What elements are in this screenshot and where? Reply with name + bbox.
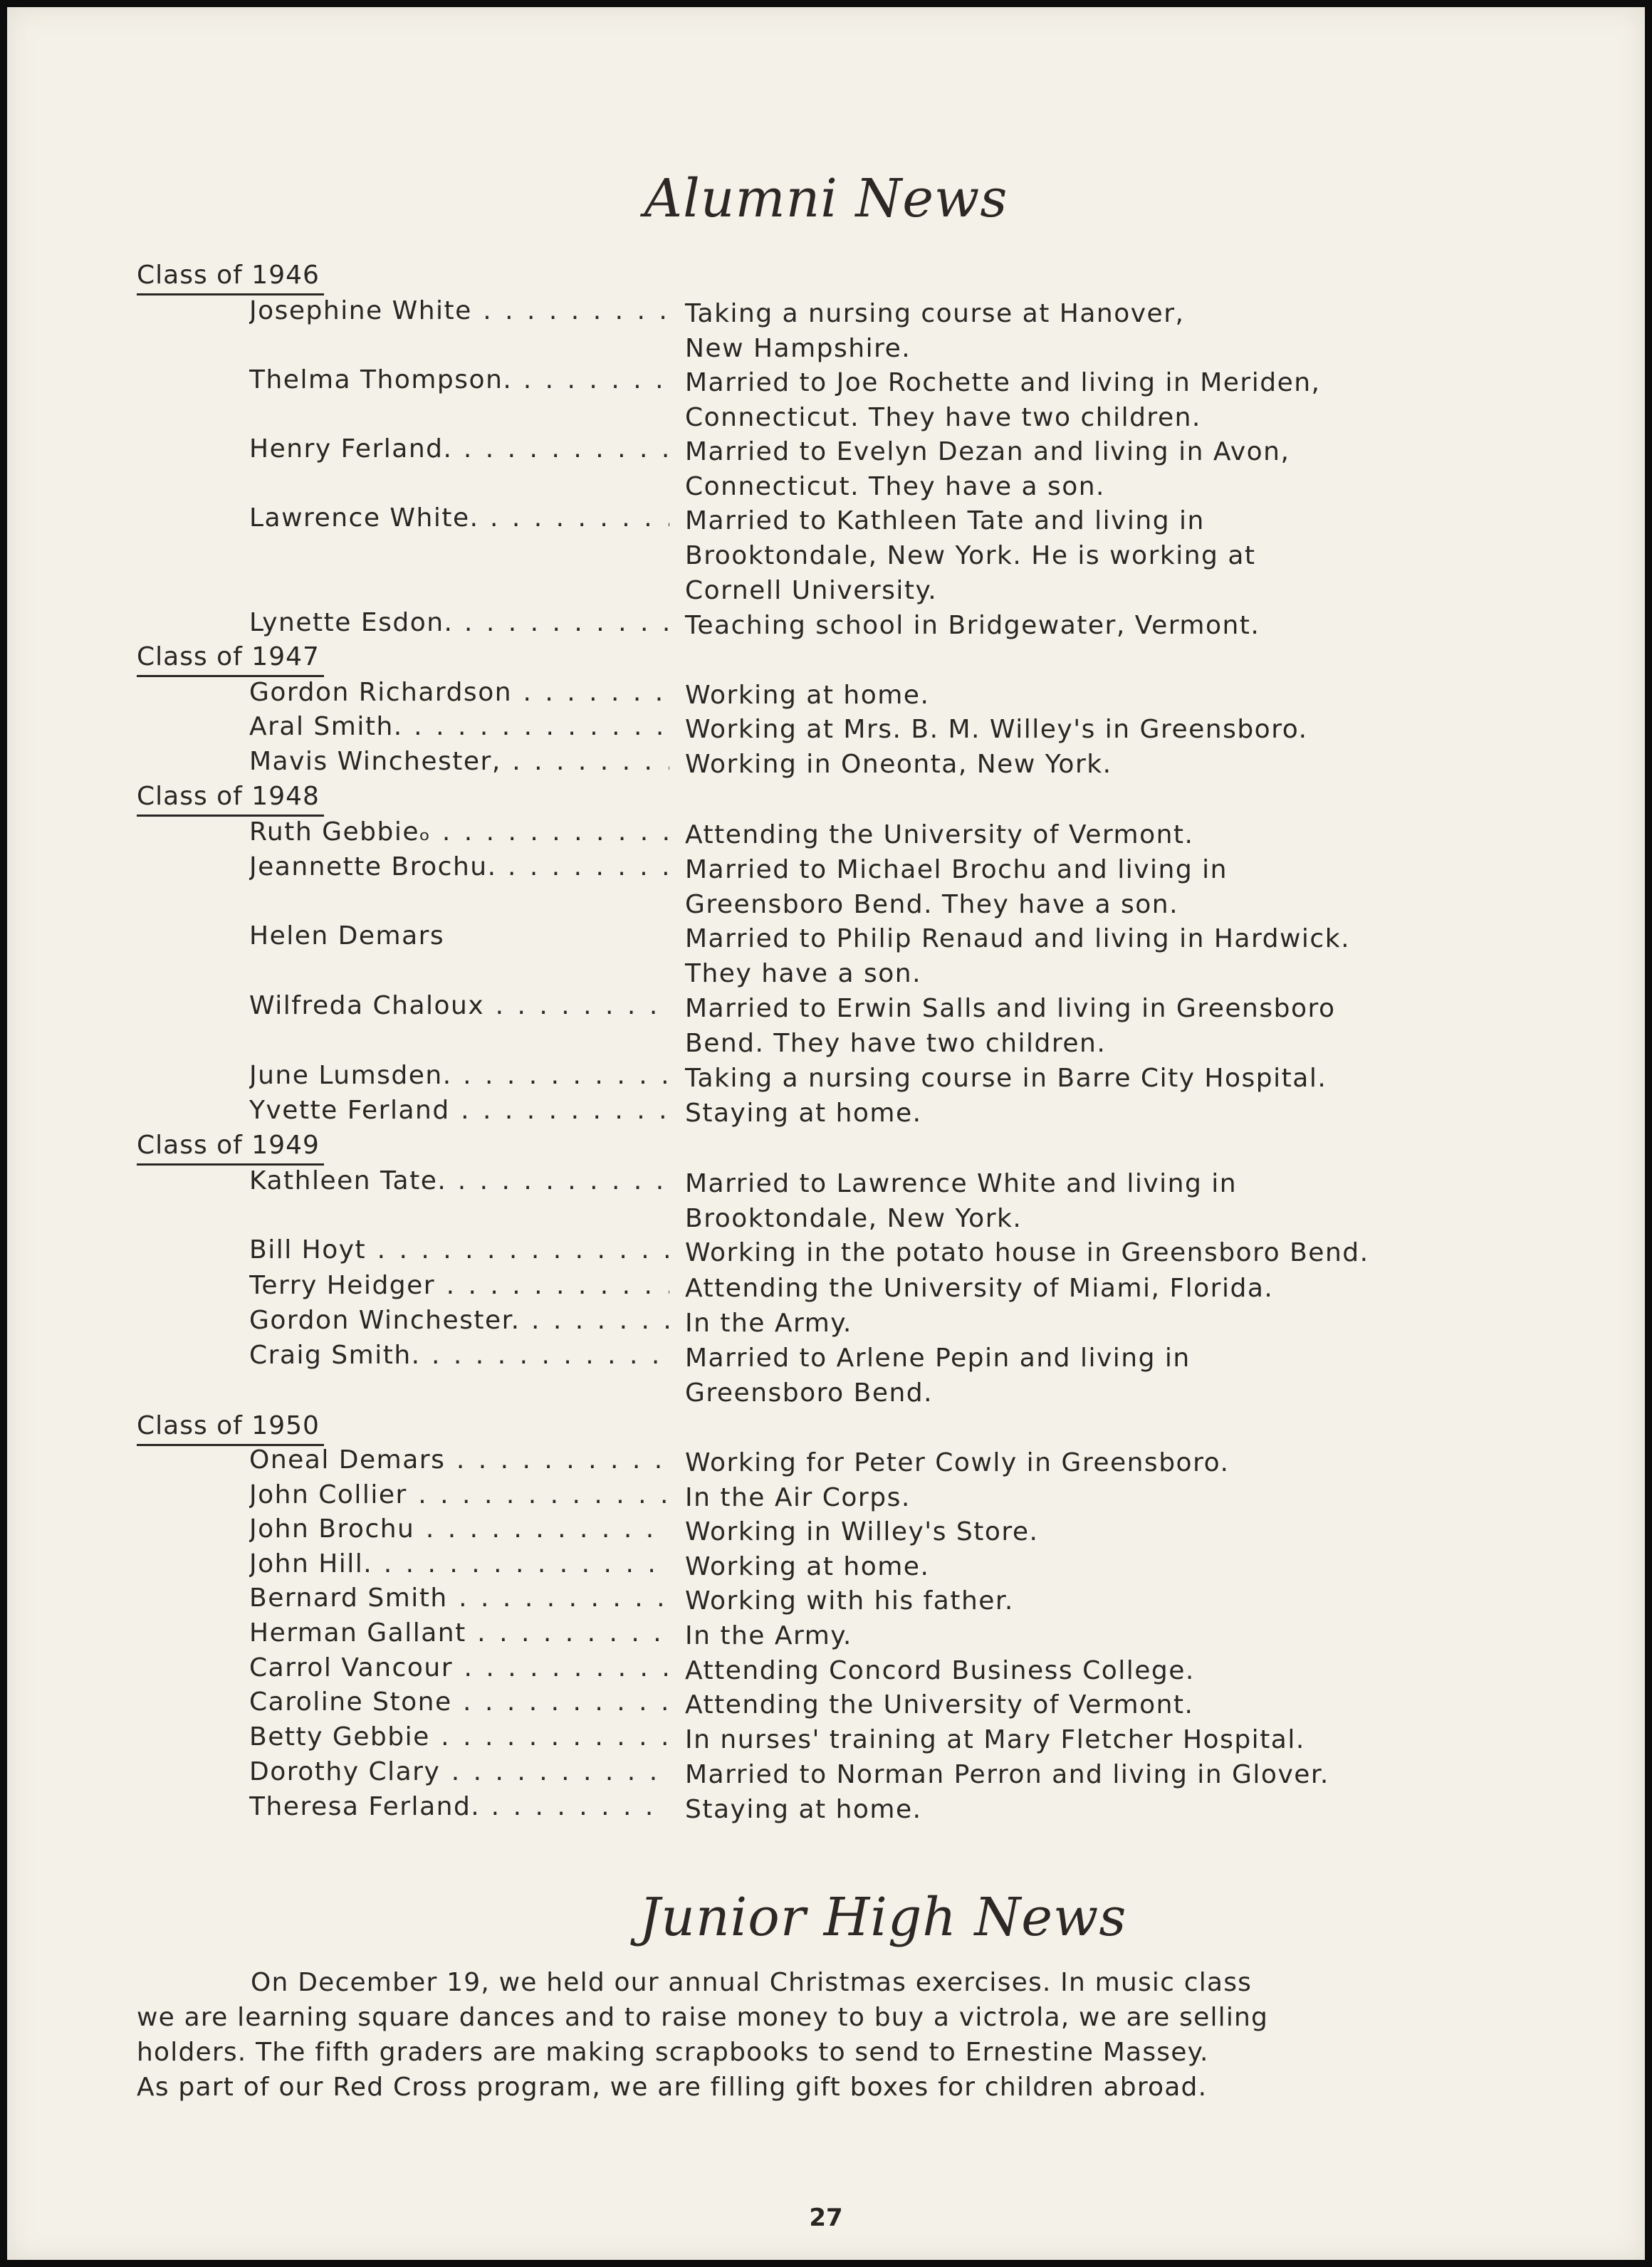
alumni-status <box>685 747 1454 782</box>
status-line: Working at home. <box>685 1552 930 1581</box>
alumni-name: Bernard Smith . . . <box>249 1583 669 1613</box>
alumni-status <box>685 1549 1454 1584</box>
alumni-name: John Brochu . . . <box>249 1514 669 1544</box>
status-line: Working with his father. <box>685 1586 1014 1616</box>
alumni-name: Theresa Ferland. . . . <box>249 1792 669 1821</box>
status-line: Greensboro Bend. <box>685 1378 934 1408</box>
status-line: Married to Arlene Pepin and living in <box>685 1344 1191 1373</box>
alumni-name: Terry Heidger . . . <box>249 1271 669 1300</box>
alumni-name: Kathleen Tate. . . . <box>249 1166 669 1195</box>
alumni-status <box>685 921 1454 991</box>
alumni-name: Herman Gallant . . . <box>249 1618 669 1648</box>
junior-high-paragraph <box>137 1965 1440 2105</box>
alumni-status <box>685 1583 1454 1618</box>
status-line: Greensboro Bend. They have a son. <box>685 890 1179 919</box>
alumni-name: Craig Smith. . . . <box>249 1341 669 1370</box>
class-heading: Class of 1946 <box>137 261 320 290</box>
alumni-status <box>685 852 1454 922</box>
alumni-name: Bill Hoyt . . . <box>249 1235 669 1265</box>
alumni-name: Dorothy Clary . . . <box>249 1757 669 1786</box>
alumni-name: Caroline Stone . . . <box>249 1687 669 1717</box>
alumni-status <box>685 712 1454 747</box>
alumni-status <box>685 503 1454 608</box>
alumni-status <box>685 296 1454 366</box>
alumni-name: Lawrence White. . . . <box>249 503 669 533</box>
status-line: Bend. They have two children. <box>685 1029 1107 1058</box>
alumni-name: Helen Demars <box>249 921 445 951</box>
alumni-status <box>685 434 1454 504</box>
alumni-status <box>685 1514 1454 1549</box>
status-line: Married to Lawrence White and living in <box>685 1169 1238 1198</box>
status-line: Cornell University. <box>685 576 938 605</box>
alumni-status <box>685 991 1454 1061</box>
status-line: Working for Peter Cowly in Greensboro. <box>685 1448 1230 1477</box>
status-line: Attending the University of Vermont. <box>685 820 1194 849</box>
status-line: Working at Mrs. B. M. Willey's in Greensboro. <box>685 715 1308 744</box>
status-line: In the Army. <box>685 1309 852 1338</box>
status-line: Married to Joe Rochette and living in Meriden, <box>685 368 1321 397</box>
alumni-status <box>685 1341 1454 1410</box>
class-heading: Class of 1949 <box>137 1131 320 1160</box>
status-line: Working in the potato house in Greensboro Bend. <box>685 1238 1369 1267</box>
alumni-status <box>685 365 1454 435</box>
alumni-name: Wilfreda Chaloux . . . <box>249 991 669 1020</box>
alumni-name: Oneal Demars . . . <box>249 1445 669 1475</box>
alumni-name: Lynette Esdon. . . . <box>249 608 669 637</box>
status-line: Attending the University of Miami, Florida. <box>685 1274 1274 1303</box>
alumni-name: Henry Ferland. . . . <box>249 434 669 464</box>
alumni-status <box>685 1271 1454 1306</box>
class-heading: Class of 1948 <box>137 782 320 811</box>
alumni-status <box>685 1096 1454 1131</box>
alumni-status <box>685 1653 1454 1688</box>
alumni-name: John Collier . . . <box>249 1480 669 1509</box>
alumni-news-title: Alumni News <box>644 168 1008 229</box>
status-line: Connecticut. They have two children. <box>685 403 1201 432</box>
paragraph-line: On December 19, we held our annual Christmas exercises. In music class <box>251 1968 1253 1997</box>
alumni-status <box>685 1722 1454 1757</box>
alumni-name: Yvette Ferland . . . <box>249 1096 669 1125</box>
alumni-name: Josephine White . . . <box>249 296 669 325</box>
alumni-name: Aral Smith. . . . <box>249 712 669 741</box>
status-line: Attending the University of Vermont. <box>685 1690 1194 1719</box>
paragraph-line: we are learning square dances and to raise money to buy a victrola, we are selling <box>137 2003 1269 2032</box>
class-heading: Class of 1947 <box>137 642 320 671</box>
alumni-name: June Lumsden. . . . <box>249 1061 669 1090</box>
status-line: Working at home. <box>685 681 930 710</box>
status-line: In the Army. <box>685 1621 852 1650</box>
status-line: Married to Erwin Salls and living in Greensboro <box>685 994 1336 1023</box>
alumni-status <box>685 1445 1454 1480</box>
status-line: Married to Evelyn Dezan and living in Avon, <box>685 437 1290 466</box>
alumni-name: Mavis Winchester, . . . <box>249 747 669 776</box>
alumni-status <box>685 678 1454 713</box>
class-heading: Class of 1950 <box>137 1411 320 1440</box>
page-number: 27 <box>809 2204 843 2232</box>
paragraph-line: holders. The fifth graders are making scrapbooks to send to Ernestine Massey. <box>137 2038 1209 2067</box>
paragraph-line: As part of our Red Cross program, we are filling gift boxes for children abroad. <box>137 2073 1208 2102</box>
alumni-status <box>685 1687 1454 1722</box>
alumni-name: Gordon Winchester. . . . <box>249 1306 669 1335</box>
status-line: In the Air Corps. <box>685 1483 911 1512</box>
status-line: Teaching school in Bridgewater, Vermont. <box>685 611 1260 640</box>
status-line: In nurses' training at Mary Fletcher Hospital. <box>685 1725 1305 1754</box>
alumni-name: John Hill. . . . <box>249 1549 669 1578</box>
status-line: Staying at home. <box>685 1099 922 1128</box>
status-line: Staying at home. <box>685 1795 922 1824</box>
status-line: Working in Oneonta, New York. <box>685 750 1112 779</box>
status-line: New Hampshire. <box>685 334 911 363</box>
status-line: Taking a nursing course in Barre City Hospital. <box>685 1064 1327 1093</box>
alumni-name: Carrol Vancour . . . <box>249 1653 669 1682</box>
status-line: Taking a nursing course at Hanover, <box>685 299 1185 328</box>
alumni-status <box>685 1235 1454 1270</box>
alumni-status <box>685 1618 1454 1653</box>
alumni-status <box>685 1757 1454 1792</box>
status-line: Married to Norman Perron and living in Glover. <box>685 1760 1329 1789</box>
status-line: Brooktondale, New York. He is working at <box>685 541 1256 570</box>
document-page <box>7 7 1645 2260</box>
junior-high-news-title: Junior High News <box>639 1887 1127 1948</box>
alumni-name: Thelma Thompson. . . . <box>249 365 669 394</box>
status-line: Attending Concord Business College. <box>685 1656 1195 1685</box>
status-line: Married to Philip Renaud and living in Hardwick. <box>685 924 1351 953</box>
status-line: Married to Kathleen Tate and living in <box>685 506 1205 535</box>
status-line: Married to Michael Brochu and living in <box>685 855 1228 884</box>
alumni-status <box>685 1480 1454 1515</box>
alumni-status <box>685 1792 1454 1827</box>
alumni-status <box>685 1166 1454 1236</box>
status-line: They have a son. <box>685 959 922 988</box>
alumni-status <box>685 817 1454 852</box>
alumni-name: Gordon Richardson . . . <box>249 678 669 707</box>
alumni-name: Betty Gebbie . . . <box>249 1722 669 1752</box>
alumni-status <box>685 608 1454 643</box>
status-line: Connecticut. They have a son. <box>685 472 1105 501</box>
alumni-name: Jeannette Brochu. . . . <box>249 852 669 881</box>
alumni-name: Ruth Gebbieₒ . . . <box>249 817 669 847</box>
status-line: Brooktondale, New York. <box>685 1204 1023 1233</box>
alumni-status <box>685 1061 1454 1096</box>
alumni-status <box>685 1306 1454 1341</box>
status-line: Working in Willey's Store. <box>685 1517 1039 1546</box>
